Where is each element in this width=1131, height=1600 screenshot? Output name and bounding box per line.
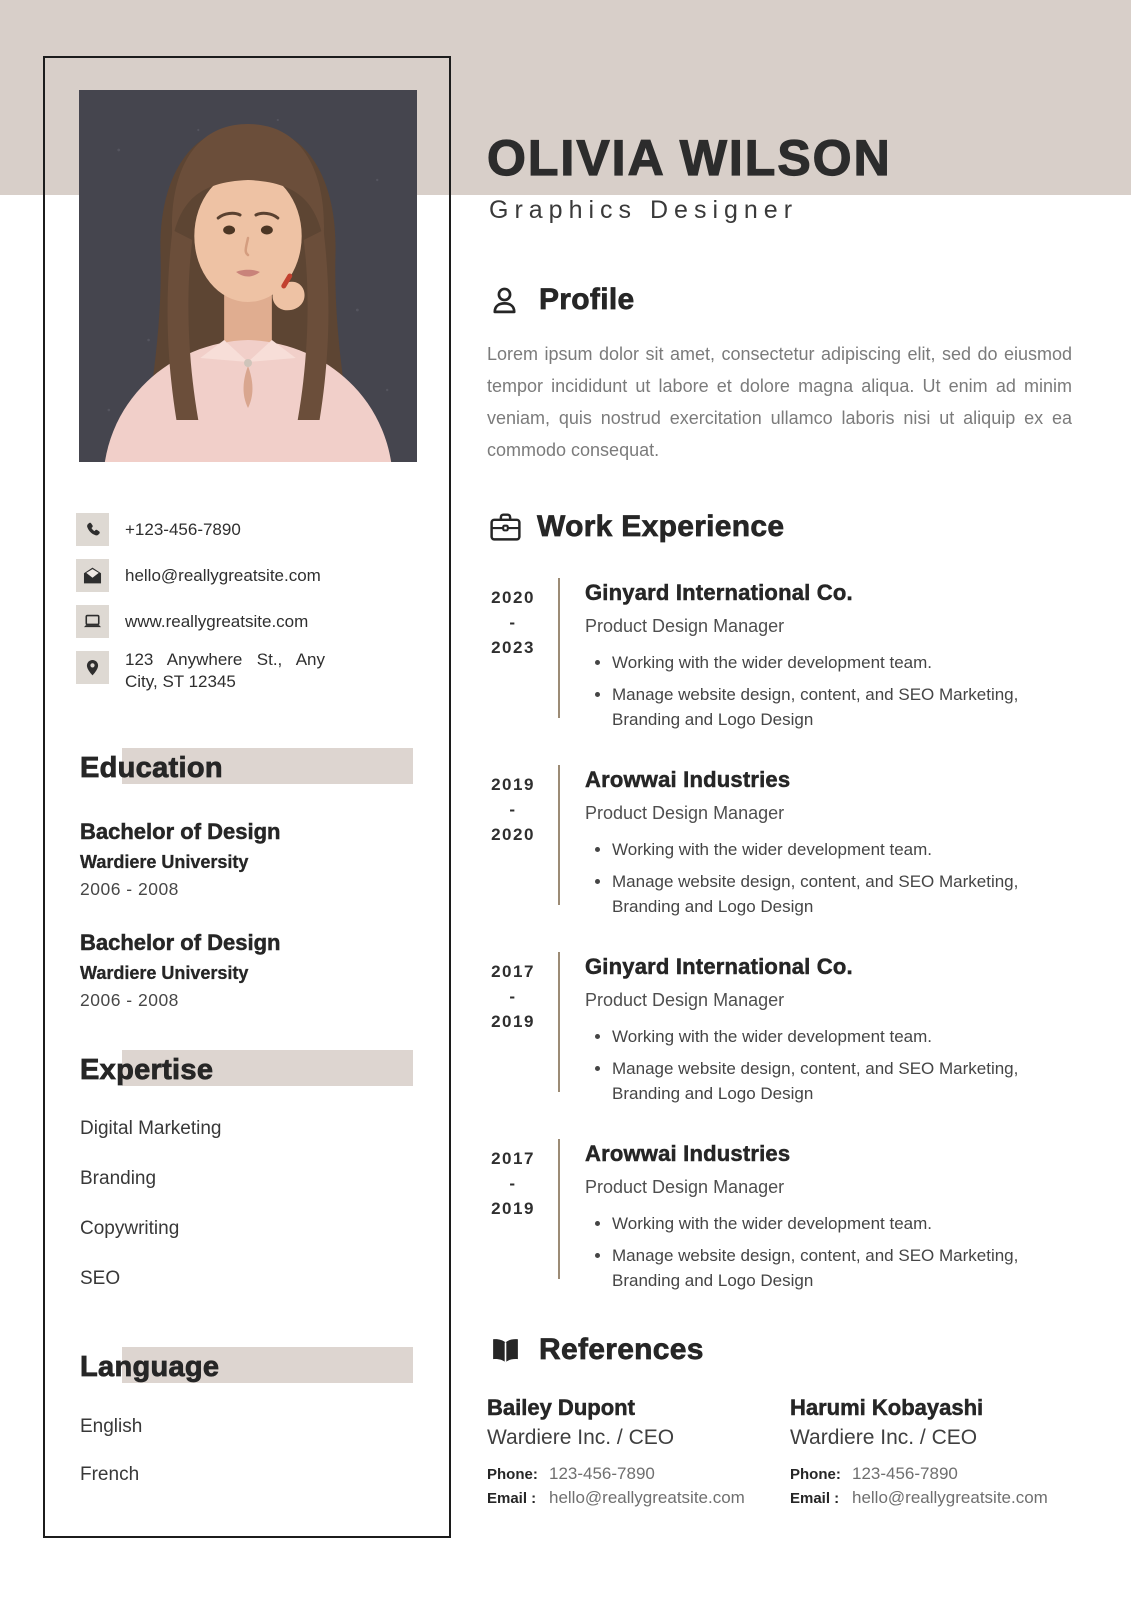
- profile-heading: Profile: [539, 283, 635, 316]
- job-role: Product Design Manager: [585, 990, 785, 1010]
- reference-card: [487, 1394, 787, 1508]
- job-bullet: • Working with the wider development team.: [612, 1211, 1037, 1236]
- reference-email-row: [790, 1488, 1090, 1508]
- date-start: 2020: [491, 588, 535, 607]
- reference-phone-row: [487, 1464, 787, 1484]
- profile-heading-row: [489, 283, 634, 317]
- reference-name: Harumi Kobayashi: [790, 1395, 984, 1420]
- date-separator: -: [509, 1174, 517, 1193]
- education-heading-row: [80, 750, 414, 788]
- job-bullets: [585, 650, 1037, 732]
- years: 2006 - 2008: [80, 990, 179, 1010]
- expertise-item: Branding: [80, 1168, 157, 1189]
- school: Wardiere University: [80, 963, 249, 983]
- work-entry: [489, 765, 1037, 926]
- job-role: Product Design Manager: [585, 616, 785, 636]
- language-item: English: [80, 1416, 143, 1437]
- date-separator: -: [509, 987, 517, 1006]
- location-icon: [76, 651, 109, 684]
- contact-row-website: [76, 605, 411, 638]
- phone-label: Phone:: [790, 1466, 841, 1483]
- reference-card: [790, 1394, 1090, 1508]
- company-name: Arowwai Industries: [585, 1141, 791, 1166]
- job-bullets: [585, 1024, 1037, 1106]
- job-bullet: • Manage website design, content, and SEO Marketing, Branding and Logo Design: [612, 682, 1037, 732]
- phone-icon: [76, 513, 109, 546]
- timeline-divider: [558, 1139, 560, 1279]
- expertise-item: SEO: [80, 1268, 121, 1289]
- work-entry: [489, 578, 1037, 739]
- date-end: 2020: [491, 825, 535, 844]
- degree: Bachelor of Design: [80, 819, 281, 844]
- reference-email-row: [487, 1488, 787, 1508]
- email-value: hello@reallygreatsite.com: [852, 1488, 1048, 1507]
- language-heading: Language: [80, 1351, 220, 1383]
- portrait-illustration: [79, 90, 417, 462]
- timeline-divider: [558, 765, 560, 905]
- degree: Bachelor of Design: [80, 930, 281, 955]
- job-role: Product Design Manager: [585, 803, 785, 823]
- work-heading-row: [487, 508, 784, 545]
- job-bullet: • Working with the wider development team.: [612, 1024, 1037, 1049]
- contact-row-address: [76, 651, 411, 693]
- work-entry: [489, 1139, 1037, 1300]
- profile-text: Lorem ipsum dolor sit amet, consectetur adipiscing elit, sed do eiusmod tempor incididunt ut labore et dolore magna aliqua. Ut enim ad minim veniam, quis nostrud exercitation ullamco laboris nisi ut aliquip ex ea commodo consequat.: [487, 344, 1072, 460]
- email-label: Email :: [487, 1490, 537, 1507]
- briefcase-icon: [487, 508, 525, 545]
- timeline-divider: [558, 578, 560, 718]
- timeline-divider: [558, 952, 560, 1092]
- date-start: 2017: [491, 1149, 535, 1168]
- portrait-photo: [79, 90, 417, 462]
- work-dates: [489, 952, 537, 1113]
- job-role: Product Design Manager: [585, 1177, 785, 1197]
- date-end: 2019: [491, 1012, 535, 1031]
- years: 2006 - 2008: [80, 879, 179, 899]
- education-section: [80, 750, 414, 1011]
- education-heading: Education: [80, 752, 223, 784]
- company-name: Arowwai Industries: [585, 767, 791, 792]
- company-name: Ginyard International Co.: [585, 580, 853, 605]
- work-content: [585, 1139, 1037, 1300]
- job-bullets: [585, 1211, 1037, 1293]
- laptop-icon: [76, 605, 109, 638]
- date-end: 2019: [491, 1199, 535, 1218]
- reference-affiliation: Wardiere Inc. / CEO: [487, 1426, 675, 1449]
- contact-row-phone: [76, 513, 411, 546]
- work-dates: [489, 1139, 537, 1300]
- language-heading-row: [80, 1349, 414, 1387]
- work-dates: [489, 765, 537, 926]
- expertise-section: [80, 1052, 414, 1291]
- email-label: Email :: [790, 1490, 840, 1507]
- job-bullets: [585, 837, 1037, 919]
- date-start: 2017: [491, 962, 535, 981]
- job-bullet: • Working with the wider development team.: [612, 837, 1037, 862]
- work-content: [585, 765, 1037, 926]
- phone-label: Phone:: [487, 1466, 538, 1483]
- company-name: Ginyard International Co.: [585, 954, 853, 979]
- reference-name: Bailey Dupont: [487, 1395, 635, 1420]
- language-item: French: [80, 1464, 140, 1485]
- contact-list: [76, 513, 411, 706]
- reference-affiliation: Wardiere Inc. / CEO: [790, 1426, 978, 1449]
- phone-value: 123-456-7890: [852, 1464, 958, 1483]
- reference-phone-row: [790, 1464, 1090, 1484]
- expertise-heading: Expertise: [80, 1054, 214, 1086]
- job-bullet: • Manage website design, content, and SEO Marketing, Branding and Logo Design: [612, 1056, 1037, 1106]
- phone-text: +123-456-7890: [125, 519, 241, 539]
- job-bullet: • Working with the wider development team.: [612, 650, 1037, 675]
- date-start: 2019: [491, 775, 535, 794]
- address-text: 123 Anywhere St., Any City, ST 12345: [125, 650, 325, 691]
- date-separator: -: [509, 613, 517, 632]
- education-entry: [80, 819, 414, 900]
- language-section: [80, 1349, 414, 1487]
- work-entry: [489, 952, 1037, 1113]
- work-content: [585, 952, 1037, 1113]
- date-separator: -: [509, 800, 517, 819]
- references-heading-row: [489, 1333, 704, 1367]
- work-content: [585, 578, 1037, 739]
- expertise-heading-row: [80, 1052, 414, 1090]
- website-text: www.reallygreatsite.com: [125, 611, 309, 631]
- contact-row-email: [76, 559, 411, 592]
- person-icon: [489, 285, 527, 316]
- references-heading: References: [539, 1333, 704, 1366]
- envelope-icon: [76, 559, 109, 592]
- expertise-item: Digital Marketing: [80, 1118, 222, 1139]
- email-text: hello@reallygreatsite.com: [125, 565, 321, 585]
- school: Wardiere University: [80, 852, 249, 872]
- person-name: OLIVIA WILSON: [487, 130, 892, 186]
- reference-details: [790, 1464, 1090, 1508]
- expertise-item: Copywriting: [80, 1218, 180, 1239]
- job-bullet: • Manage website design, content, and SEO Marketing, Branding and Logo Design: [612, 1243, 1037, 1293]
- book-icon: [489, 1334, 527, 1367]
- job-bullet: • Manage website design, content, and SEO Marketing, Branding and Logo Design: [612, 869, 1037, 919]
- email-value: hello@reallygreatsite.com: [549, 1488, 745, 1507]
- work-dates: [489, 578, 537, 739]
- reference-details: [487, 1464, 787, 1508]
- date-end: 2023: [491, 638, 535, 657]
- education-entry: [80, 930, 414, 1011]
- phone-value: 123-456-7890: [549, 1464, 655, 1483]
- work-heading: Work Experience: [537, 509, 785, 543]
- person-title: Graphics Designer: [489, 196, 799, 224]
